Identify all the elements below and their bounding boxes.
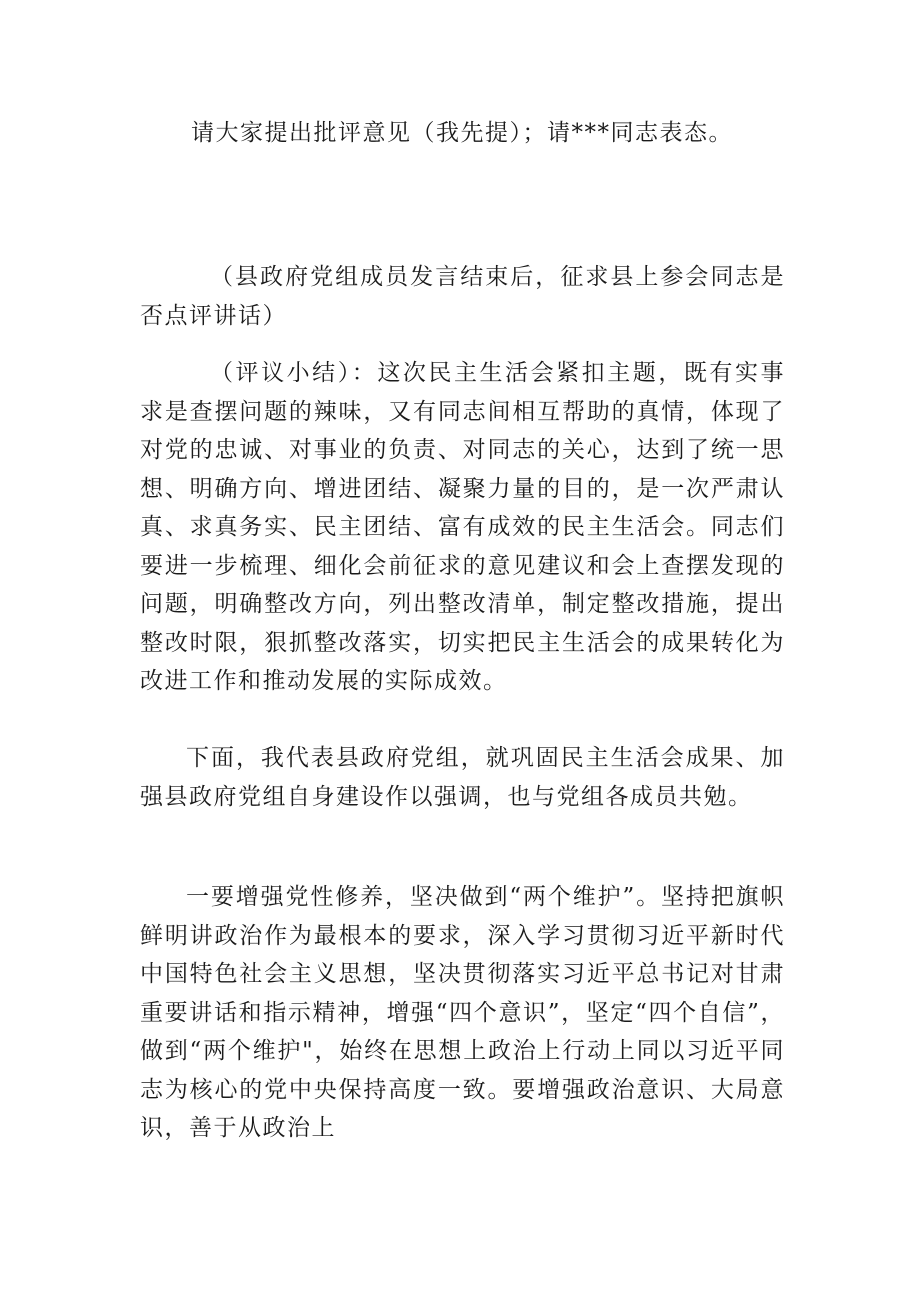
paragraph-review-summary: （评议小结）：这次民主生活会紧扣主题，既有实事求是查摆问题的辣味，又有同志间相互帮助的真情，体现了对党的忠诚、对事业的负责、对同志的关心，达到了统一思想、明确方向、增进团结、凝聚力量的目的，是一次严肃认真、求真务实、民主团结、富有成效的民主生活会。同志们要进一步梳理、细化会前征求的意见建议和会上查摆发现的问题，明确整改方向，列出整改清单，制定整改措施，提出整改时限，狠抓整改落实，切实把民主生活会的成果转化为改进工作和推动发展的实际成效。: [140, 360, 785, 694]
paragraph-emphasis-intro: 下面，我代表县政府党组，就巩固民主生活会成果、加强县政府党组自身建设作以强调，也与党组各成员共勉。: [140, 745, 785, 810]
paragraph-point-one: 一要增强党性修养，坚决做到“两个维护”。坚持把旗帜鲜明讲政治作为最根本的要求，深入学习贯彻习近平新时代中国特色社会主义思想，坚决贯彻落实习近平总书记对甘肃重要讲话和指示精神，增强“四个意识”，坚定“四个自信”，做到“两个维护"，始终在思想上政治上行动上同以习近平同志为核心的党中央保持高度一致。要增强政治意识、大局意识，善于从政治上: [140, 884, 785, 1141]
paragraph-criticism-request: 请大家提出批评意见（我先提）；请***同志表态。: [191, 120, 733, 146]
paragraph-member-remarks-note: （县政府党组成员发言结束后，征求县上参会同志是否点评讲话）: [140, 264, 785, 329]
